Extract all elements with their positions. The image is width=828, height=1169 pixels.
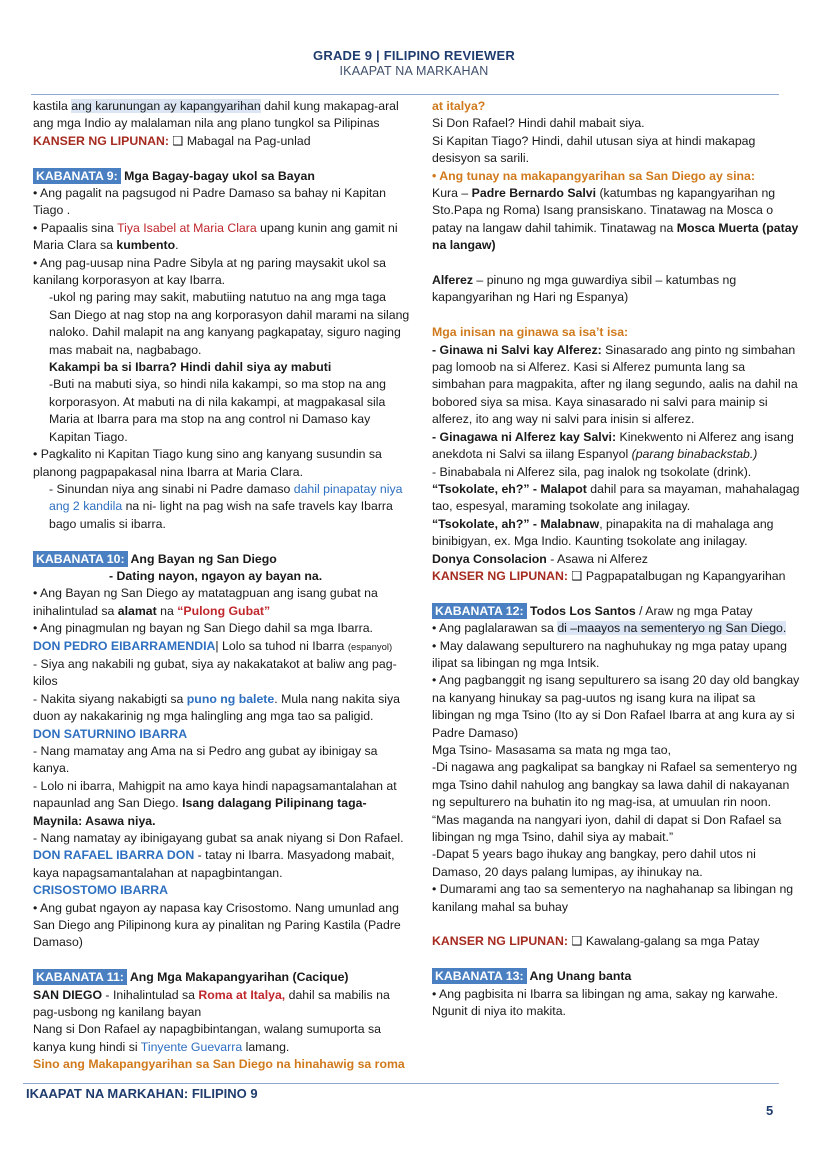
- list-item: • Ang pagbanggit ng isang sepulturero sa isang 20 day old bangkay na kanyang hinukay sa pag-uutos ng isang kura na ilipat sa libingan ng mga Tsino (Ito ay si Don Rafael Ibarra at ang kura ay si Padre Damaso): [432, 673, 800, 740]
- sub-question: Kakampi ba si Ibarra? Hindi dahil siya ay mabuti: [49, 360, 332, 375]
- list-item: • Dumarami ang tao sa sementeryo na naghahanap sa libingan ng kanilang mahal sa buhay: [432, 882, 794, 914]
- kabanata-13-heading: KABANATA 13: Ang Unang banta: [432, 968, 800, 985]
- kanser-lipunan-8: KANSER NG LIPUNAN: ❑ Mabagal na Pag-unlad: [33, 133, 311, 148]
- kabanata-badge: KABANATA 10:: [33, 551, 128, 567]
- list-item: -Dapat 5 years bago ihukay ang bangkay, pero dahil utos ni Damaso, 20 days palang lumipas, ay ihinukay na.: [432, 847, 756, 879]
- list-item: • May dalawang sepulturero na naghuhukay ng mga patay upang ilipat sa libingan ng mga Intsik.: [432, 638, 788, 670]
- list-item: Mga Tsino- Masasama sa mata ng mga tao,: [432, 742, 671, 757]
- kabanata-badge: KABANATA 12:: [432, 603, 527, 619]
- list-item: Nang si Don Rafael ay napagbibintangan, walang sumuporta sa kanya kung hindi si Tinyente Guevarra lamang.: [33, 1022, 381, 1054]
- list-item: • Ang pagalit na pagsugod ni Padre Damaso sa bahay ni Kapitan Tiago .: [33, 186, 386, 218]
- page-number: 5: [766, 1103, 774, 1118]
- list-item: • Papaalis sina Tiya Isabel at Maria Clara upang kunin ang gamit ni Maria Clara sa kumbento.: [33, 220, 398, 253]
- list-item: • Ang pinagmulan ng bayan ng San Diego dahil sa mga Ibarra.: [33, 621, 373, 636]
- tunay-heading: • Ang tunay na makapangyarihan sa San Diego ay sina:: [432, 168, 755, 183]
- list-item: - Ginawa ni Salvi kay Alferez: Sinasarado ang pinto ng simbahan pag lomoob na si Alferez. Kasi si Alferez pumunta lang sa simbahan para magpakita, after ng ilang segundo, aalis na dahil na bobored siya sa misa. Kaya sinasarado ni salvi para mainip si alferez, ito ang way ni salvi para inisin si alferez.: [432, 342, 798, 427]
- kabanata-12-heading: KABANATA 12: Todos Los Santos / Araw ng mga Patay: [432, 603, 800, 620]
- kabanata-9-heading: KABANATA 9: Mga Bagay-bagay ukol sa Bayan: [33, 168, 411, 185]
- list-item: - Nakita siyang nakabigti sa puno ng balete. Mula nang nakita siya duon ay nakakarinig ng mga halingling ang mga tao sa paligid.: [33, 691, 401, 724]
- list-item: - Binababala ni Alferez sila, pag inalok ng tsokolate (drink).: [432, 464, 752, 479]
- intro-paragraph: kastila ang karunungan ay kapangyarihan dahil kung makapag-aral ang mga Indio ay malalaman nila ang plano tungkol sa Pilipinas: [33, 99, 399, 131]
- list-item: • Ang paglalarawan sa di –maayos na sementeryo ng San Diego.: [432, 621, 787, 636]
- person-crisostomo: CRISOSTOMO IBARRA: [33, 883, 169, 898]
- kabanata-10-subtitle: - Dating nayon, ngayon ay bayan na.: [109, 568, 323, 583]
- footer-divider: [23, 1083, 779, 1084]
- sub-item: - Sinundan niya ang sinabi ni Padre damaso dahil pinapatay niya ang 2 kandila na ni- light na pag wish na safe travels kay Ibarra bago umalis si ibarra.: [49, 481, 403, 531]
- kura-paragraph: Kura – Padre Bernardo Salvi (katumbas ng kapangyarihan ng Sto.Papa ng Roma) Isang pransiskano. Tinatawag na Mosca o patay na langaw dahil tahimik. Tinatawag na Mosca Muerta (patay na langaw): [432, 186, 799, 253]
- header-divider: [31, 94, 779, 95]
- list-item: “Tsokolate, ah?” - Malabnaw, pinapakita na di mahalaga ang binibigyan, ex. Mga Indio. Kaunting tsokolate ang inilagay.: [432, 516, 774, 549]
- kabanata-10-heading: KABANATA 10: Ang Bayan ng San Diego: [33, 551, 411, 568]
- question-line: Sino ang Makapangyarihan sa San Diego na hinahawig sa roma: [33, 1057, 405, 1072]
- kanser-lipunan-11: KANSER NG LIPUNAN: ❑ Pagpapatalbugan ng Kapangyarihan: [432, 568, 786, 583]
- page-header: [0, 48, 828, 78]
- header-subtitle: IKAAPAT NA MARKAHAN: [339, 64, 489, 78]
- person-saturnino: DON SATURNINO IBARRA: [33, 726, 188, 741]
- list-item: Si Kapitan Tiago? Hindi, dahil utusan siya at hindi makapag desisyon sa sarili.: [432, 133, 756, 166]
- left-column: [33, 98, 411, 1074]
- list-item: Donya Consolacion - Asawa ni Alferez: [432, 551, 648, 566]
- footer-title: IKAAPAT NA MARKAHAN: FILIPINO 9: [26, 1086, 258, 1101]
- list-item: - Nang mamatay ang Ama na si Pedro ang gubat ay ibinigay sa kanya.: [33, 744, 378, 776]
- list-item: “Mas maganda na nangyari iyon, dahil di dapat si Don Rafael sa libingan ng mga Tsino, dahil siya ay mabait.”: [432, 812, 782, 845]
- person-pedro: DON PEDRO EIBARRAMENDIA| Lolo sa tuhod ni Ibarra (espanyol): [33, 638, 393, 653]
- header-title: GRADE 9 | FILIPINO REVIEWER: [313, 48, 515, 63]
- question-line: at italya?: [432, 99, 486, 113]
- list-item: - Lolo ni ibarra, Mahigpit na amo kaya hindi napagsamantalahan at napaunlad ang San Diego. Isang dalagang Pilipinang taga-Maynila: Asawa niya.: [33, 778, 397, 828]
- list-item: SAN DIEGO - Inihalintulad sa Roma at Italya, dahil sa mabilis na pag-usbong ng kanilang bayan: [33, 987, 390, 1020]
- list-item: • Ang gubat ngayon ay napasa kay Crisostomo. Nang umunlad ang San Diego ang Pilipinong kura ay pinalitan ng Paring Kastila (Padre Damaso): [33, 900, 401, 950]
- sub-item: -ukol ng paring may sakit, mabutiing natutuo na ang mga taga San Diego at nag stop na ang korporasyon dahil marami na silang naloko. Dahil malapit na ang kanyang pagkapatay, siguro naging mas mabait na, nagbabago.: [49, 290, 410, 357]
- list-item: - Nang namatay ay ibinigayang gubat sa anak niyang si Don Rafael.: [33, 831, 404, 846]
- person-rafael: DON RAFAEL IBARRA DON - tatay ni Ibarra. Masyadong mabait, kaya napagsamantalahan at napagbintangan.: [33, 848, 395, 880]
- kanser-lipunan-12: KANSER NG LIPUNAN: ❑ Kawalang-galang sa mga Patay: [432, 934, 760, 949]
- kabanata-badge: KABANATA 11:: [33, 969, 127, 985]
- list-item: -Di nagawa ang pagkalipat sa bangkay ni Rafael sa sementeryo ng mga Tsino dahil nahulog ang bangkay sa lawa dahil di nakayanan ng sepulturero na buhatin ito ng mag-isa, at umuulan rin noon.: [432, 760, 798, 810]
- right-column: [432, 98, 800, 1020]
- kabanata-11-heading: KABANATA 11: Ang Mga Makapangyarihan (Cacique): [33, 969, 411, 986]
- list-item: - Ginagawa ni Alferez kay Salvi: Kinekwento ni Alferez ang isang anekdota ni Salvi sa iilang Espanyol (parang binabackstab.): [432, 429, 794, 462]
- list-item: • Ang Bayan ng San Diego ay matatagpuan ang isang gubat na inihalintulad sa alamat na “Pulong Gubat”: [33, 586, 378, 618]
- list-item: - Siya ang nakabili ng gubat, siya ay nakakatakot at baliw ang pag-kilos: [33, 656, 397, 689]
- alferez-paragraph: Alferez – pinuno ng mga guwardiya sibil – katumbas ng kapangyarihan ng Hari ng Espanya): [432, 273, 737, 305]
- list-item: “Tsokolate, eh?” - Malapot dahil para sa mayaman, mahahalagag tao, espesyal, maraming tsokolate ang inilagay.: [432, 481, 800, 514]
- kabanata-badge: KABANATA 13:: [432, 968, 527, 984]
- sub-item: -Buti na mabuti siya, so hindi nila kakampi, so ma stop na ang korporasyon. At mabuti na di nila kakampi, at magpakasal sila Maria at Ibarra para ma stop na ang control ni Damaso kay Kapitan Tiago.: [49, 377, 386, 444]
- list-item: • Pagkalito ni Kapitan Tiago kung sino ang kanyang susundin sa planong pagpapakasal nina Ibarra at Maria Clara.: [33, 447, 382, 479]
- list-item: • Ang pag-uusap nina Padre Sibyla at ng paring maysakit ukol sa kanilang korporasyon at kay Ibarra.: [33, 255, 386, 288]
- list-item: Si Don Rafael? Hindi dahil mabait siya.: [432, 116, 645, 131]
- inisan-heading: Mga inisan na ginawa sa isa’t isa:: [432, 325, 629, 340]
- kabanata-badge: KABANATA 9:: [33, 168, 121, 184]
- list-item: • Ang pagbisita ni Ibarra sa libingan ng ama, sakay ng karwahe. Ngunit di niya ito makita.: [432, 986, 779, 1019]
